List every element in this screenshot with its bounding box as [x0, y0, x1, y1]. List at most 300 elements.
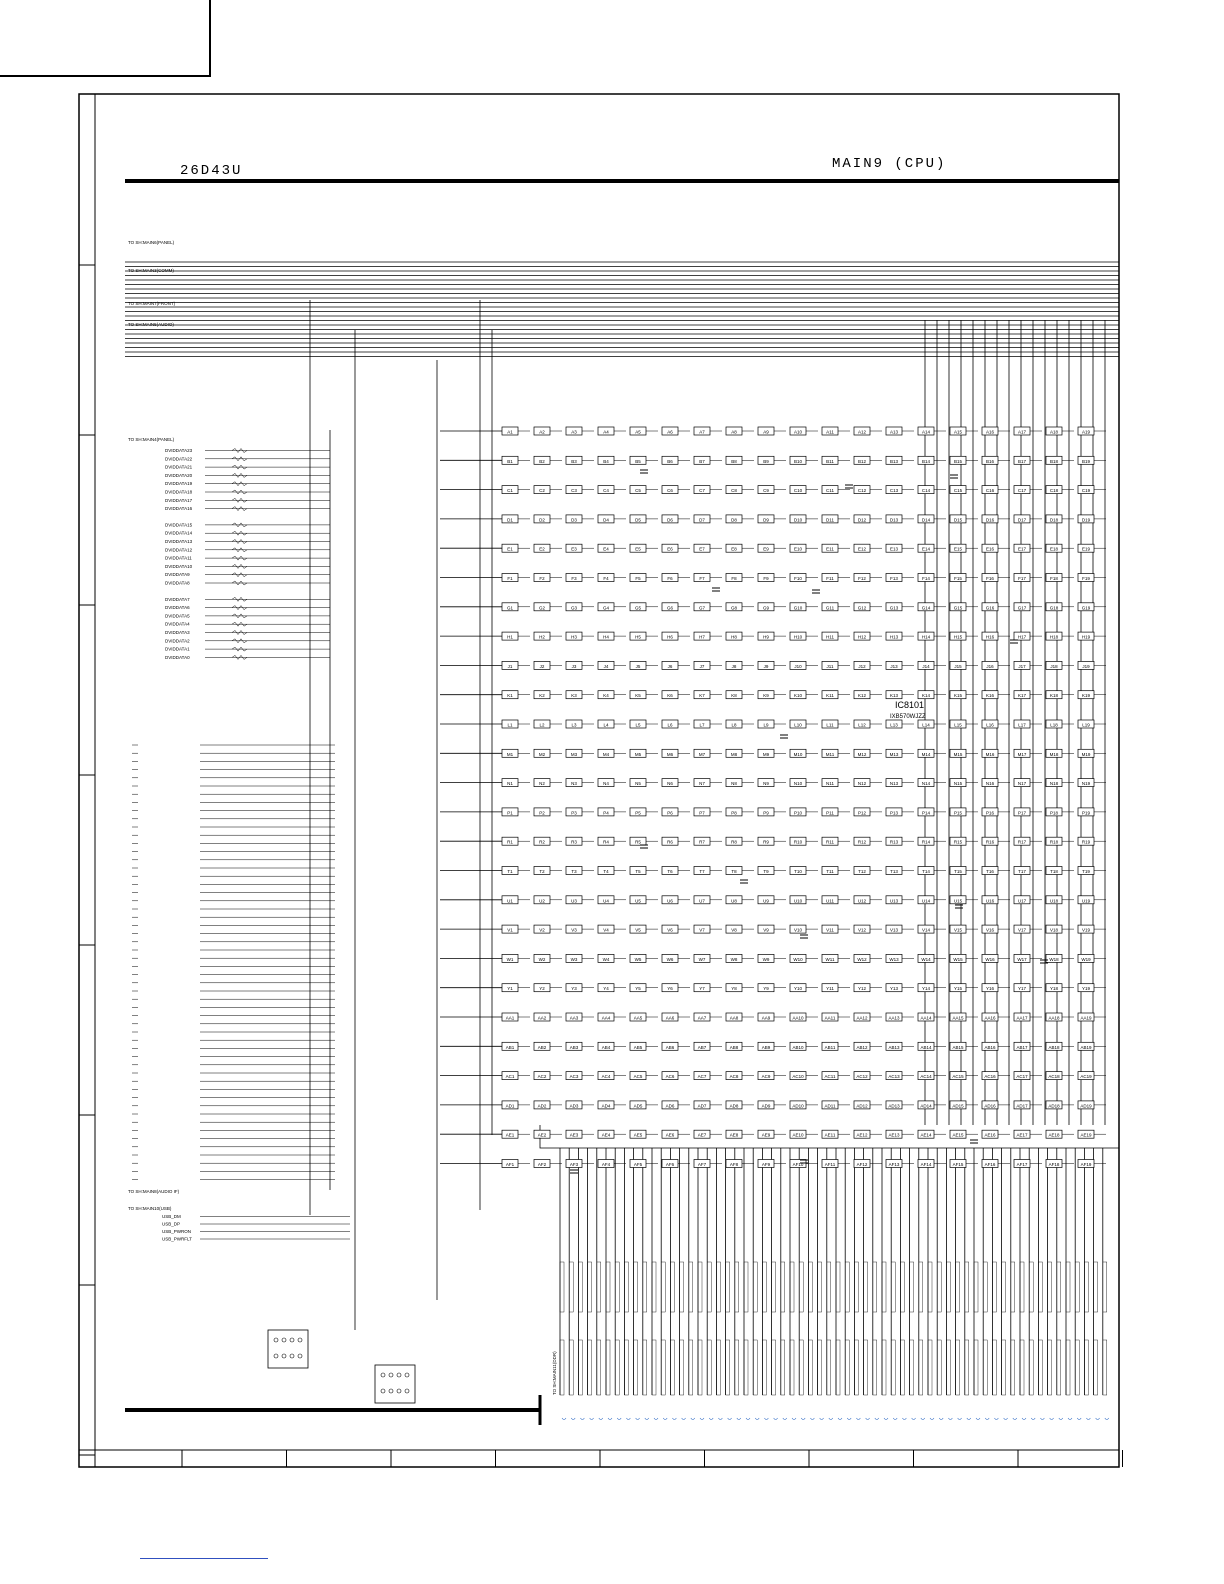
bga-ball-label: AF9: [761, 1162, 771, 1167]
net-tag: [818, 1340, 822, 1395]
bga-ball-label: T6: [667, 869, 673, 874]
continuation-mark: [636, 1418, 640, 1420]
bga-ball-label: U13: [889, 898, 899, 904]
bga-ball-label: L7: [699, 722, 705, 728]
bga-ball-label: E18: [1049, 546, 1059, 552]
continuation-mark: [838, 1418, 842, 1420]
bga-ball-label: AC9: [761, 1074, 771, 1080]
bga-ball-label: U18: [1049, 898, 1059, 904]
bga-ball-label: U6: [667, 898, 673, 904]
pin: [290, 1354, 294, 1358]
bga-ball-label: C17: [1017, 488, 1027, 494]
bga-ball-label: C10: [793, 488, 803, 494]
continuation-mark: [737, 1418, 741, 1420]
bga-ball-label: W18: [1049, 956, 1059, 962]
bga-ball-label: D6: [667, 517, 673, 523]
bga-ball-label: W11: [825, 956, 835, 962]
bga-ball-label: M17: [1017, 751, 1027, 757]
bga-ball-label: U7: [699, 898, 705, 904]
pin: [381, 1373, 385, 1377]
bga-ball-label: M3: [570, 751, 578, 757]
bga-ball-label: P3: [571, 810, 577, 816]
continuation-mark: [672, 1418, 676, 1420]
continuation-mark: [755, 1418, 759, 1420]
bga-ball-label: B4: [603, 458, 609, 464]
continuation-mark: [709, 1418, 713, 1420]
bga-ball-label: W19: [1081, 956, 1091, 962]
bga-ball-label: AB18: [1048, 1044, 1060, 1050]
bga-ball-label: M12: [857, 751, 867, 757]
continuation-mark: [1077, 1418, 1081, 1420]
continuation-mark: [1040, 1418, 1044, 1420]
net-tag: [956, 1262, 960, 1312]
bga-ball-label: N6: [667, 781, 673, 787]
bga-ball-label: A5: [635, 429, 641, 435]
bga-ball-label: B3: [571, 458, 577, 464]
pin: [405, 1373, 409, 1377]
net-tag: [854, 1340, 858, 1395]
continuation-mark: [728, 1418, 732, 1420]
bga-ball-label: AA9: [761, 1015, 771, 1021]
bga-ball-label: J1: [507, 663, 513, 669]
bga-ball-label: V14: [921, 927, 931, 933]
net-tag: [808, 1340, 812, 1395]
bga-ball-label: E16: [985, 546, 995, 552]
net-tag: [578, 1340, 582, 1395]
bga-ball-label: C18: [1049, 488, 1059, 494]
bga-ball-label: AE8: [729, 1132, 739, 1138]
bga-ball-label: N18: [1049, 781, 1059, 787]
net-tag: [1057, 1340, 1061, 1395]
bga-ball-label: M6: [666, 751, 674, 757]
bga-ball-label: D17: [1017, 517, 1027, 523]
bga-ball-label: H2: [539, 634, 545, 640]
bga-ball-label: AB5: [633, 1044, 643, 1050]
bga-ball-label: AB16: [984, 1044, 996, 1050]
bga-ball-label: L17: [1018, 722, 1026, 728]
bga-ball-label: U17: [1017, 898, 1027, 904]
bga-ball-label: AD5: [633, 1103, 643, 1109]
bga-ball-label: R14: [921, 839, 931, 845]
bga-ball-label: V10: [793, 927, 803, 933]
bga-ball-label: N14: [921, 781, 931, 787]
bga-ball-label: Y10: [793, 986, 803, 992]
bga-ball-label: N1: [507, 781, 513, 787]
pin: [282, 1354, 286, 1358]
connector-label: TO SH:MAIN6(PANEL): [128, 240, 175, 245]
bga-ball-label: E2: [539, 546, 545, 552]
bga-ball-label: AE16: [984, 1132, 996, 1138]
bga-ball-label: A2: [539, 429, 545, 435]
bga-ball-label: E17: [1017, 546, 1027, 552]
bga-ball-label: J17: [1018, 663, 1026, 669]
bga-ball-label: AA11: [824, 1015, 836, 1021]
bga-ball-label: H5: [635, 634, 641, 640]
continuation-mark: [884, 1418, 888, 1420]
net-tag: [1011, 1262, 1015, 1312]
continuation-mark: [1059, 1418, 1063, 1420]
bga-ball-label: AF6: [665, 1162, 675, 1167]
bga-ball-label: AE7: [697, 1132, 707, 1138]
bga-ball-label: K18: [1049, 693, 1059, 699]
bga-ball-label: AB17: [1016, 1044, 1028, 1050]
bga-ball-label: G2: [538, 605, 546, 611]
bga-ball-label: R10: [793, 839, 803, 845]
continuation-mark: [829, 1418, 833, 1420]
net-tag: [1066, 1340, 1070, 1395]
bga-ball-label: P13: [889, 810, 899, 816]
net-label: DVIDDATA10: [165, 563, 193, 569]
bga-ball-label: U1: [507, 898, 513, 904]
continuation-mark: [774, 1418, 778, 1420]
net-tag: [698, 1262, 702, 1312]
bga-ball-label: K15: [953, 693, 963, 699]
bga-ball-label: AD18: [1048, 1103, 1060, 1109]
bga-ball-label: D13: [889, 517, 899, 523]
bga-ball-label: D15: [953, 517, 963, 523]
bga-ball-label: AF2: [537, 1162, 547, 1167]
continuation-mark: [1004, 1418, 1008, 1420]
bga-ball-label: N15: [953, 781, 963, 787]
bga-ball-label: AF8: [729, 1162, 739, 1167]
net-tag: [946, 1262, 950, 1312]
bga-ball-label: W8: [730, 956, 738, 962]
bga-ball-label: T10: [794, 869, 802, 874]
net-tag: [974, 1340, 978, 1395]
bga-ball-label: N3: [571, 781, 577, 787]
net-label: DVIDDATA19: [165, 481, 193, 487]
bga-ball-label: N12: [857, 781, 867, 787]
net-tag: [827, 1340, 831, 1395]
bga-ball-label: R17: [1017, 839, 1027, 845]
bga-ball-label: D4: [603, 517, 609, 523]
bga-ball-label: W9: [762, 956, 770, 962]
bga-ball-label: H15: [953, 634, 963, 640]
bga-ball-label: U15: [953, 898, 963, 904]
bga-ball-label: AB3: [569, 1044, 579, 1050]
bga-ball-label: D11: [826, 517, 834, 523]
bga-ball-label: AB14: [920, 1044, 932, 1050]
bga-ball-label: AD13: [888, 1103, 900, 1109]
continuation-mark: [1013, 1418, 1017, 1420]
bga-ball-label: V4: [603, 927, 609, 933]
bga-ball-label: AD2: [537, 1103, 547, 1109]
bga-ball-label: H12: [857, 634, 867, 640]
bga-ball-label: AF12: [856, 1162, 868, 1167]
bga-ball-label: G19: [1081, 605, 1091, 611]
bga-ball-label: AF16: [984, 1162, 996, 1167]
continuation-mark: [921, 1418, 925, 1420]
usb-label: USB_DP: [162, 1221, 181, 1227]
net-tag: [1057, 1262, 1061, 1312]
continuation-mark: [930, 1418, 934, 1420]
bga-ball-label: V6: [667, 927, 673, 933]
bga-ball-label: AF17: [1016, 1162, 1028, 1167]
continuation-mark: [801, 1418, 805, 1420]
bga-ball-label: F12: [858, 576, 866, 581]
bga-ball-label: R11: [826, 839, 834, 845]
bga-ball-label: T4: [603, 869, 609, 874]
net-tag: [1075, 1262, 1079, 1312]
bga-ball-label: AC15: [952, 1074, 964, 1080]
net-tag: [661, 1262, 665, 1312]
bga-ball-label: M19: [1081, 751, 1091, 757]
connector-label: TO SH:MAIN8(AUDIO IF): [128, 1189, 180, 1194]
net-tag: [634, 1262, 638, 1312]
bga-ball-label: P11: [826, 810, 834, 816]
bga-ball-label: F9: [763, 576, 769, 581]
net-tag: [919, 1340, 923, 1395]
continuation-mark: [893, 1418, 897, 1420]
bga-ball-label: V15: [953, 927, 963, 933]
bga-ball-label: G8: [730, 605, 738, 611]
net-tag: [753, 1262, 757, 1312]
bga-ball-label: AD9: [761, 1103, 771, 1109]
bga-ball-label: T16: [986, 869, 994, 874]
net-tag: [790, 1262, 794, 1312]
bga-ball-label: N7: [699, 781, 705, 787]
bga-ball-label: G12: [857, 605, 867, 611]
bga-ball-label: AA15: [952, 1015, 964, 1021]
bga-ball-label: AD11: [824, 1103, 836, 1109]
bga-ball-label: C9: [763, 488, 769, 494]
bga-ball-label: D18: [1049, 517, 1059, 523]
bga-ball-label: AE15: [952, 1132, 964, 1138]
bga-ball-label: E10: [793, 546, 803, 552]
bga-ball-label: E12: [857, 546, 867, 552]
bga-ball-label: D12: [857, 517, 867, 523]
bga-ball-label: P6: [667, 810, 673, 816]
bga-ball-label: T2: [539, 869, 545, 874]
continuation-mark: [875, 1418, 879, 1420]
bga-ball-label: AF10: [792, 1162, 804, 1167]
usb-label: USB_PWRON: [162, 1229, 192, 1234]
continuation-mark: [958, 1418, 962, 1420]
bga-ball-label: AA7: [697, 1015, 707, 1021]
bga-ball-label: M18: [1049, 751, 1059, 757]
net-label: DVIDDATA4: [165, 621, 190, 627]
net-tag: [827, 1262, 831, 1312]
bga-ball-label: F7: [699, 576, 705, 581]
continuation-mark: [571, 1418, 575, 1420]
bga-ball-label: N19: [1081, 781, 1091, 787]
net-tag: [744, 1340, 748, 1395]
bga-ball-label: AE13: [888, 1132, 900, 1138]
bga-ball-label: AD7: [697, 1103, 707, 1109]
bga-ball-label: L1: [507, 722, 513, 728]
bga-ball-label: C13: [889, 488, 899, 494]
bga-ball-label: F18: [1050, 576, 1058, 581]
bga-ball-label: AB19: [1080, 1044, 1092, 1050]
continuation-mark: [599, 1418, 603, 1420]
bga-ball-label: AB12: [856, 1044, 868, 1050]
net-label: DVIDDATA12: [165, 547, 193, 553]
bga-ball-label: AE9: [761, 1132, 771, 1138]
bga-ball-label: K2: [539, 693, 545, 699]
net-tag: [845, 1262, 849, 1312]
net-tag: [1075, 1340, 1079, 1395]
bga-ball-label: K1: [507, 693, 513, 699]
continuation-mark: [626, 1418, 630, 1420]
bga-ball-label: D2: [539, 517, 545, 523]
bga-ball-label: AC7: [697, 1074, 707, 1080]
bga-ball-label: Y17: [1017, 986, 1027, 992]
connector-label: TO SH:MAIN10(USB): [128, 1206, 172, 1211]
net-tag: [891, 1262, 895, 1312]
bga-ball-label: A10: [793, 429, 803, 435]
bga-ball-label: AB7: [697, 1044, 707, 1050]
net-label: DVIDDATA9: [165, 572, 190, 578]
bga-ball-label: AD15: [952, 1103, 964, 1109]
bga-ball-label: Y7: [699, 986, 705, 992]
bga-ball-label: B12: [857, 458, 867, 464]
bga-ball-label: B14: [921, 458, 931, 464]
bga-ball-label: AE3: [569, 1132, 579, 1138]
bga-ball-label: V7: [699, 927, 705, 933]
net-tag: [983, 1340, 987, 1395]
bga-ball-label: V1: [507, 927, 513, 933]
net-tag: [891, 1340, 895, 1395]
bga-ball-label: U3: [571, 898, 577, 904]
bga-ball-label: AE2: [537, 1132, 547, 1138]
bga-ball-label: J4: [603, 663, 609, 669]
bga-ball-label: C11: [826, 488, 834, 494]
bga-ball-label: Y13: [889, 986, 899, 992]
bga-ball-label: G3: [570, 605, 578, 611]
net-tag: [772, 1340, 776, 1395]
bga-ball-label: R19: [1081, 839, 1091, 845]
bga-ball-label: B6: [667, 458, 673, 464]
bga-ball-label: R6: [667, 839, 673, 845]
bga-ball-label: J14: [922, 663, 930, 669]
bga-ball-label: K13: [889, 693, 899, 699]
bga-ball-label: N10: [793, 781, 803, 787]
bga-ball-label: H9: [763, 634, 769, 640]
net-tag: [956, 1340, 960, 1395]
net-tag: [716, 1262, 720, 1312]
bga-ball-label: W6: [666, 956, 674, 962]
bga-ball-label: E11: [826, 546, 834, 552]
bga-ball-label: B9: [763, 458, 769, 464]
bga-ball-label: W1: [506, 956, 514, 962]
net-tag: [661, 1340, 665, 1395]
bga-ball-label: C5: [635, 488, 641, 494]
bga-ball-label: N11: [826, 781, 834, 787]
bga-ball-label: D14: [921, 517, 931, 523]
bga-ball-label: L11: [826, 722, 834, 728]
bga-ball-label: F17: [1018, 576, 1026, 581]
bga-ball-label: R8: [731, 839, 737, 845]
bga-ball-label: P19: [1081, 810, 1091, 816]
bga-ball-label: N2: [539, 781, 545, 787]
bga-ball-label: Y2: [539, 986, 545, 992]
bga-ball-label: H3: [571, 634, 577, 640]
connector-labels: [128, 240, 180, 1211]
net-tag: [624, 1340, 628, 1395]
net-tag: [1048, 1340, 1052, 1395]
bga-ball-label: AA3: [569, 1015, 579, 1021]
bga-ball-label: E6: [667, 546, 673, 552]
bga-ball-label: G4: [602, 605, 610, 611]
bga-ball-label: B10: [793, 458, 803, 464]
net-tag: [1103, 1262, 1107, 1312]
bga-ball-label: T5: [635, 869, 641, 874]
bga-ball-label: T18: [1050, 869, 1058, 874]
bga-ball-label: C7: [699, 488, 705, 494]
bga-ball-label: A9: [763, 429, 769, 435]
connector-label: TO SH:MAIN3(COMM): [128, 268, 174, 273]
net-tag: [707, 1262, 711, 1312]
bga-ball-label: N5: [635, 781, 641, 787]
net-tag: [946, 1340, 950, 1395]
net-tag: [882, 1340, 886, 1395]
bga-ball-label: V8: [731, 927, 737, 933]
continuation-mark: [866, 1418, 870, 1420]
net-tag: [965, 1340, 969, 1395]
bga-ball-label: K14: [921, 693, 931, 699]
bga-ball-label: W2: [538, 956, 546, 962]
continuation-mark: [590, 1418, 594, 1420]
bga-ball-label: G15: [953, 605, 963, 611]
bga-ball-label: H17: [1017, 634, 1027, 640]
bga-ball-label: D1: [507, 517, 513, 523]
bga-ball-label: C8: [731, 488, 737, 494]
net-label: DVIDDATA0: [165, 654, 190, 660]
bga-ball-label: C12: [857, 488, 867, 494]
net-tag: [1084, 1262, 1088, 1312]
bga-ball-label: H10: [793, 634, 803, 640]
bga-ball-label: L2: [539, 722, 545, 728]
bga-ball-label: AC10: [792, 1074, 804, 1080]
usb-label: USB_DM: [162, 1214, 181, 1219]
bga-ball-label: E3: [571, 546, 577, 552]
bga-ball-label: B19: [1081, 458, 1091, 464]
bga-ball-label: AB1: [505, 1044, 515, 1050]
net-label: DVIDDATA21: [165, 464, 193, 470]
bga-ball-label: P2: [539, 810, 545, 816]
bga-ball-label: G1: [506, 605, 514, 611]
bga-ball-label: R13: [889, 839, 899, 845]
connector-label: TO SH:MAIN4(PANEL): [128, 437, 175, 442]
net-tag: [560, 1262, 564, 1312]
bga-ball-label: R2: [539, 839, 545, 845]
bga-ball-label: J9: [763, 663, 769, 669]
bga-ball-label: L10: [794, 722, 802, 728]
bga-ball-label: Y6: [667, 986, 673, 992]
bga-ball-label: F11: [826, 576, 834, 581]
bga-ball-label: Y1: [507, 986, 513, 992]
bga-ball-label: AF5: [633, 1162, 643, 1167]
bga-ball-label: U2: [539, 898, 545, 904]
bga-ball-label: A11: [826, 429, 834, 435]
net-tag: [790, 1340, 794, 1395]
bga-ball-label: U12: [857, 898, 867, 904]
bga-ball-label: W13: [889, 956, 899, 962]
bga-ball-label: D19: [1081, 517, 1091, 523]
bga-ball-label: AF15: [952, 1162, 964, 1167]
bga-ball-label: V2: [539, 927, 545, 933]
bga-ball-label: V18: [1049, 927, 1059, 933]
net-label: DVIDDATA14: [165, 530, 193, 536]
bga-ball-label: E8: [731, 546, 737, 552]
bga-ball-label: R12: [857, 839, 867, 845]
bga-ball-label: AC16: [984, 1074, 996, 1080]
net-label: DVIDDATA22: [165, 456, 193, 462]
bga-ball-label: U10: [793, 898, 803, 904]
net-tag: [569, 1340, 573, 1395]
bga-ball-label: J10: [794, 663, 802, 669]
bga-ball-label: G17: [1017, 605, 1027, 611]
